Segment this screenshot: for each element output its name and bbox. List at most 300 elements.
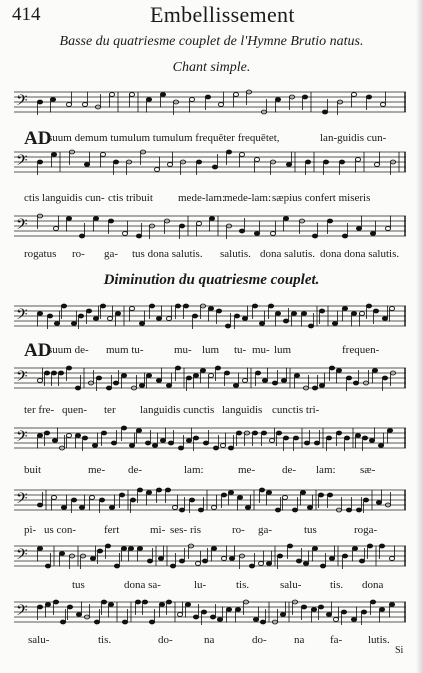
note-head <box>201 610 206 614</box>
lyric-syllable: tu- <box>234 344 247 356</box>
note-head <box>160 439 165 443</box>
note-head <box>213 446 218 450</box>
note-head <box>228 446 233 450</box>
note-head <box>152 444 157 448</box>
note-head <box>351 93 356 97</box>
note-head <box>301 312 306 316</box>
music-staff-7 <box>14 486 406 516</box>
note-head <box>376 501 381 505</box>
note-head <box>45 603 50 607</box>
bass-clef-icon: 𝄢 <box>16 368 28 389</box>
note-head <box>318 493 323 497</box>
note-head <box>270 232 275 236</box>
bass-clef-icon: 𝄢 <box>16 152 28 173</box>
note-head <box>147 559 152 563</box>
note-head <box>61 304 66 308</box>
note-head <box>341 610 346 614</box>
note-head <box>47 314 52 318</box>
note-head <box>37 100 42 104</box>
lyric-syllable: pi- <box>24 524 37 536</box>
note-head <box>114 564 119 568</box>
note-head <box>52 439 57 443</box>
note-head <box>51 496 56 500</box>
note-head <box>367 544 372 548</box>
note-head <box>224 371 229 375</box>
note-head <box>160 93 165 97</box>
lyrics-line-5 <box>24 404 404 422</box>
lyric-syllable: rogatus <box>24 248 57 260</box>
note-head <box>53 227 58 231</box>
note-head <box>167 163 172 167</box>
music-staff-8 <box>14 542 406 572</box>
note-head <box>305 160 310 164</box>
note-head <box>373 309 378 313</box>
note-head <box>294 374 299 378</box>
note-head <box>79 234 84 238</box>
note-head <box>326 613 331 617</box>
note-head <box>287 544 292 548</box>
lyric-syllable: lutis. <box>368 634 390 646</box>
music-staff-1 <box>14 88 406 118</box>
note-head <box>166 600 171 604</box>
note-head <box>156 317 161 321</box>
note-head <box>225 324 230 328</box>
note-head <box>53 600 58 604</box>
lyric-syllable: dona dona salutis. <box>320 248 400 260</box>
note-head <box>158 557 163 561</box>
lyrics-line-6 <box>24 464 404 482</box>
lyric-syllable: tus <box>304 524 317 536</box>
note-head <box>370 600 375 604</box>
music-staff-9 <box>14 598 406 628</box>
note-head <box>119 493 124 497</box>
lyric-initial: AD <box>24 128 52 149</box>
note-head <box>346 376 351 380</box>
bass-clef-icon: 𝄢 <box>16 306 28 327</box>
note-head <box>259 488 264 492</box>
note-head <box>336 431 341 435</box>
note-head <box>115 312 120 316</box>
note-head <box>359 559 364 563</box>
lyric-syllable: ro- <box>232 524 245 536</box>
note-head <box>92 444 97 448</box>
note-head <box>107 317 112 321</box>
lyric-syllable: dona salutis. <box>260 248 315 260</box>
note-head <box>292 508 297 512</box>
lyric-syllable: salu- <box>28 634 50 646</box>
lyric-syllable: dona sa- <box>124 579 161 591</box>
lyrics-line-9 <box>24 634 404 652</box>
note-head <box>136 429 141 433</box>
note-head <box>108 603 113 607</box>
note-head <box>320 564 325 568</box>
note-head <box>379 544 384 548</box>
note-head <box>60 620 65 624</box>
lyric-syllable: tus dona salutis. <box>132 248 203 260</box>
note-head <box>266 491 271 495</box>
note-head <box>326 436 331 440</box>
lyric-initial: AD <box>24 340 52 361</box>
note-head <box>37 312 42 316</box>
note-head <box>242 317 247 321</box>
note-head <box>129 93 134 97</box>
note-head <box>215 366 220 370</box>
note-head <box>66 217 71 221</box>
note-head <box>101 431 106 435</box>
note-head <box>361 610 366 614</box>
note-head <box>79 506 84 510</box>
note-head <box>327 493 332 497</box>
note-head <box>189 98 194 102</box>
note-head <box>355 158 360 162</box>
note-head <box>105 544 110 548</box>
note-head <box>259 322 264 326</box>
note-head <box>186 439 191 443</box>
note-head <box>291 312 296 316</box>
note-head <box>239 229 244 233</box>
note-head <box>346 508 351 512</box>
lyric-syllable: ga- <box>104 248 119 260</box>
note-head <box>44 371 49 375</box>
lyric-syllable: ctis tribuit <box>108 192 153 204</box>
note-head <box>312 234 317 238</box>
note-head <box>236 431 241 435</box>
note-head <box>333 618 338 622</box>
lyric-syllable: roga- <box>354 524 378 536</box>
lyric-syllable: ter fre- <box>24 404 55 416</box>
note-head <box>75 434 80 438</box>
note-head <box>209 217 214 221</box>
lyric-syllable: suum demum tumulum tumulum frequēter frequētet, <box>48 132 280 144</box>
note-head <box>61 506 66 510</box>
note-head <box>37 160 42 164</box>
note-head <box>379 608 384 612</box>
note-head <box>336 369 341 373</box>
note-head <box>185 603 190 607</box>
note-head <box>370 232 375 236</box>
note-head <box>374 163 379 167</box>
note-head <box>280 613 285 617</box>
lyrics-line-3 <box>24 248 404 266</box>
note-head <box>275 312 280 316</box>
lyric-syllable: ter <box>104 404 116 416</box>
note-head <box>233 384 238 388</box>
note-head <box>234 314 239 318</box>
note-head <box>255 371 260 375</box>
lyric-syllable: cunctis tri- <box>272 404 320 416</box>
note-head <box>189 498 194 502</box>
note-head <box>175 304 180 308</box>
note-head <box>210 615 215 619</box>
note-head <box>277 554 282 558</box>
note-head <box>172 506 177 510</box>
note-head <box>129 307 134 311</box>
note-head <box>286 163 291 167</box>
note-head <box>142 600 147 604</box>
note-head <box>342 554 347 558</box>
bass-clef-icon: 𝄢 <box>16 428 28 449</box>
note-head <box>208 307 213 311</box>
note-head <box>135 600 140 604</box>
note-head <box>239 153 244 157</box>
note-head <box>54 322 59 326</box>
note-head <box>351 312 356 316</box>
note-head <box>37 379 42 383</box>
lyric-syllable: tis. <box>98 634 112 646</box>
note-head <box>275 98 280 102</box>
music-staff-6 <box>14 424 406 454</box>
note-head <box>166 317 171 321</box>
lyric-syllable: mu- <box>252 344 270 356</box>
note-head <box>339 160 344 164</box>
lyric-syllable: tis. <box>236 579 250 591</box>
note-head <box>366 95 371 99</box>
note-head <box>183 304 188 308</box>
note-head <box>268 304 273 308</box>
lyric-syllable: mede-lam: <box>224 192 272 204</box>
note-head <box>318 605 323 609</box>
catchword: Si <box>395 645 404 656</box>
note-head <box>66 366 71 370</box>
note-head <box>362 436 367 440</box>
note-head <box>276 431 281 435</box>
note-head <box>303 562 308 566</box>
note-head <box>216 309 221 313</box>
note-head <box>296 559 301 563</box>
lyric-syllable: lum <box>202 344 220 356</box>
note-head <box>269 439 274 443</box>
note-head <box>113 160 118 164</box>
lyrics-line-7 <box>24 524 404 542</box>
note-head <box>319 384 324 388</box>
note-head <box>71 498 76 502</box>
note-head <box>145 441 150 445</box>
lyric-syllable: ses- <box>170 524 188 536</box>
note-head <box>355 434 360 438</box>
music-staff-3 <box>14 212 406 242</box>
lyric-syllable: lum <box>274 344 292 356</box>
note-head <box>59 552 64 556</box>
note-head <box>275 508 280 512</box>
note-head <box>93 217 98 221</box>
note-head <box>109 93 114 97</box>
note-head <box>208 374 213 378</box>
running-header <box>0 2 423 26</box>
note-head <box>175 366 180 370</box>
note-head <box>168 441 173 445</box>
note-head <box>82 436 87 440</box>
note-head <box>137 488 142 492</box>
note-head <box>254 158 259 162</box>
note-head <box>389 557 394 561</box>
lyric-syllable: sæpius confert miseris <box>272 192 371 204</box>
note-head <box>198 508 203 512</box>
note-head <box>229 557 234 561</box>
note-head <box>51 153 56 157</box>
note-head <box>233 93 238 97</box>
note-head <box>217 618 222 622</box>
note-head <box>329 366 334 370</box>
lyric-syllable: frequen- <box>342 344 380 356</box>
note-head <box>200 369 205 373</box>
note-head <box>196 222 201 226</box>
lyric-syllable: buit <box>24 464 42 476</box>
note-head <box>363 498 368 502</box>
note-head <box>342 234 347 238</box>
note-head <box>314 441 319 445</box>
note-head <box>136 234 141 238</box>
lyric-syllable: ga- <box>258 524 273 536</box>
note-head <box>121 374 126 378</box>
note-head <box>154 168 159 172</box>
note-head <box>382 317 387 321</box>
lyric-syllable: mi- <box>150 524 166 536</box>
note-head <box>179 559 184 563</box>
lyric-syllable: lu- <box>194 579 207 591</box>
note-head <box>282 496 287 500</box>
note-head <box>165 488 170 492</box>
note-head <box>170 564 175 568</box>
note-head <box>356 227 361 231</box>
note-head <box>89 496 94 500</box>
note-head <box>100 304 105 308</box>
section-title: Basse du quatriesme couplet de l'Hymne Brutio natus. <box>59 34 364 49</box>
note-head <box>130 498 135 502</box>
note-head <box>262 379 267 383</box>
note-head <box>261 431 266 435</box>
note-head <box>50 98 55 102</box>
note-head <box>94 620 99 624</box>
note-head <box>389 307 394 311</box>
lyric-syllable: tus <box>72 579 85 591</box>
note-head <box>378 444 383 448</box>
lyric-syllable: suum de- <box>48 344 89 356</box>
note-head <box>319 309 324 313</box>
note-head <box>58 371 63 375</box>
note-head <box>97 549 102 553</box>
note-head <box>37 547 42 551</box>
note-head <box>86 309 91 313</box>
lyrics-line-1 <box>24 128 404 149</box>
lyrics-line-8 <box>24 579 404 597</box>
note-head <box>212 165 217 169</box>
note-head <box>193 615 198 619</box>
lyric-syllable: languidis <box>222 404 263 416</box>
lyric-syllable: lam: <box>316 464 336 476</box>
note-head <box>202 559 207 563</box>
note-head <box>242 379 247 383</box>
note-head <box>253 618 258 622</box>
note-head <box>45 564 50 568</box>
note-head <box>196 160 201 164</box>
lyric-syllable: na <box>204 634 215 646</box>
note-head <box>108 219 113 223</box>
note-head <box>281 379 286 383</box>
note-head <box>327 219 332 223</box>
bass-clef-icon: 𝄢 <box>16 490 28 511</box>
lyric-syllable: me- <box>88 464 106 476</box>
page-edge-shadow <box>415 0 423 673</box>
note-head <box>344 436 349 440</box>
lyric-syllable: tis. <box>330 579 344 591</box>
note-head <box>111 441 116 445</box>
note-head <box>156 379 161 383</box>
note-head <box>382 376 387 380</box>
note-head <box>113 381 118 385</box>
lyric-syllable: ris <box>190 524 201 536</box>
note-head <box>37 503 42 507</box>
note-head <box>179 508 184 512</box>
lyric-syllable: de- <box>128 464 143 476</box>
note-head <box>177 613 182 617</box>
note-head <box>308 324 313 328</box>
note-head <box>178 446 183 450</box>
note-head <box>245 506 250 510</box>
note-head <box>301 605 306 609</box>
note-head <box>186 376 191 380</box>
note-head <box>352 547 357 551</box>
note-head <box>67 605 72 609</box>
lyric-syllable: quen- <box>62 404 88 416</box>
note-head <box>218 103 223 107</box>
note-head <box>252 304 257 308</box>
note-head <box>99 498 104 502</box>
note-head <box>342 307 347 311</box>
page-title: Embellissement <box>150 2 295 27</box>
lyric-syllable: lam: <box>184 464 204 476</box>
note-head <box>82 103 87 107</box>
note-head <box>302 95 307 99</box>
note-head <box>369 439 374 443</box>
note-head <box>322 110 327 114</box>
note-head <box>146 374 151 378</box>
note-head <box>139 384 144 388</box>
note-head <box>101 600 106 604</box>
note-head <box>75 386 80 390</box>
note-head <box>312 386 317 390</box>
note-head <box>221 557 226 561</box>
note-head <box>385 227 390 231</box>
lyric-syllable: salu- <box>280 579 302 591</box>
lyric-syllable: mede-lam: <box>178 192 226 204</box>
note-head <box>226 150 231 154</box>
note-head <box>329 557 334 561</box>
note-head <box>387 429 392 433</box>
note-head <box>37 605 42 609</box>
music-staff-4 <box>14 302 406 332</box>
note-head <box>226 608 231 612</box>
lyric-syllable: us con- <box>44 524 77 536</box>
note-head <box>249 564 254 568</box>
lyrics-line-2 <box>24 192 404 210</box>
note-head <box>137 547 142 551</box>
note-head <box>109 506 114 510</box>
lyric-syllable: me- <box>238 464 256 476</box>
note-head <box>51 371 56 375</box>
note-head <box>389 603 394 607</box>
diminution-heading: Diminution du quatriesme couplet. <box>103 272 320 288</box>
note-head <box>205 95 210 99</box>
note-head <box>139 322 144 326</box>
note-head <box>266 562 271 566</box>
note-head <box>122 620 127 624</box>
note-head <box>293 436 298 440</box>
note-head <box>254 232 259 236</box>
note-head <box>228 491 233 495</box>
lyric-syllable: mu- <box>174 344 192 356</box>
note-head <box>312 547 317 551</box>
note-head <box>44 431 49 435</box>
